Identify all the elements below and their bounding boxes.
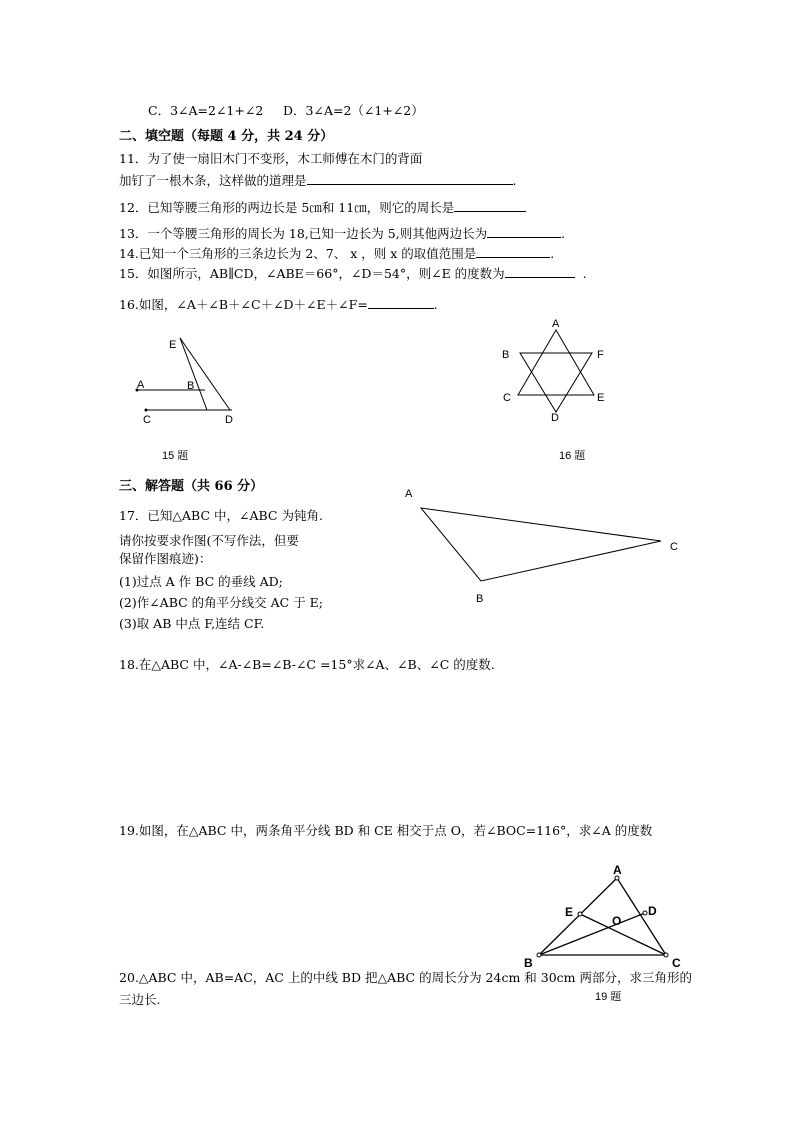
fig19-label-a: A: [613, 863, 622, 877]
question-17-line3: 保留作图痕迹)：: [119, 551, 212, 566]
section2-title: 二、填空题（每题 4 分，共 24 分）: [119, 129, 334, 144]
fig16-label-f: F: [597, 349, 604, 361]
question-17-line6: (3)取 AB 中点 F,连结 CF.: [119, 616, 265, 631]
figure-17: [405, 488, 678, 605]
fig19-label-o: O: [612, 914, 622, 928]
choice-c: C．3∠A=2∠1+∠2: [148, 103, 264, 118]
question-15: 15．如图所示，AB∥CD，∠ABE＝66°，∠D＝54°，则∠E 的度数为 .: [119, 266, 587, 281]
fig19-label-b: B: [524, 956, 533, 970]
fig16-caption: 16 题: [559, 450, 586, 462]
fig16-label-b: B: [502, 349, 510, 361]
question-17-line4: (1)过点 A 作 BC 的垂线 AD;: [119, 574, 283, 589]
question-20-line2: 三边长.: [119, 992, 161, 1007]
fig15-label-c: C: [143, 414, 151, 426]
fig19-label-d: D: [648, 904, 657, 918]
fig15-label-d: D: [225, 414, 233, 426]
question-19: 19.如图，在△ABC 中，两条角平分线 BD 和 CE 相交于点 O，若∠BOC=116°，求∠A 的度数: [119, 823, 653, 838]
fig16-label-e: E: [597, 392, 605, 404]
fig16-label-d: D: [551, 412, 559, 424]
fig16-label-c: C: [503, 392, 511, 404]
question-11-line2: 加钉了一根木条，这样做的道理是 .: [119, 173, 517, 188]
fig15-label-a: A: [137, 379, 145, 391]
figure-15: [136, 338, 234, 462]
question-16: 16.如图，∠A＋∠B＋∠C＋∠D＋∠E＋∠F= .: [119, 297, 438, 312]
question-11-line1: 11．为了使一扇旧木门不变形，木工师傅在木门的背面: [119, 151, 423, 166]
fig19-caption: 19 题: [595, 991, 622, 1003]
question-17-line2: 请你按要求作图(不写作法，但要: [119, 533, 299, 548]
question-12: 12．已知等腰三角形的两边长是 5㎝和 11㎝，则它的周长是: [119, 199, 526, 216]
fig15-label-e: E: [169, 339, 177, 351]
section3-title: 三、解答题（共 66 分）: [119, 479, 264, 494]
fig15-label-b: B: [187, 380, 195, 392]
fig17-label-c: C: [670, 541, 678, 553]
question-17-line1: 17．已知△ABC 中，∠ABC 为钝角.: [119, 508, 323, 523]
choice-d: D．3∠A=2（∠1+∠2）: [283, 103, 424, 118]
fig17-label-a: A: [405, 488, 413, 500]
question-18: 18.在△ABC 中，∠A-∠B=∠B-∠C =15°求∠A、∠B、∠C 的度数.: [119, 657, 495, 672]
fig19-label-e: E: [565, 905, 574, 919]
question-13: 13．一个等腰三角形的周长为 18,已知一边长为 5,则其他两边长为 .: [119, 226, 566, 241]
fig16-label-a: A: [552, 318, 560, 330]
question-20-line1: 20.△ABC 中，AB=AC，AC 上的中线 BD 把△ABC 的周长分为 24cm 和 30cm 两部分，求三角形的: [119, 970, 692, 985]
fig19-label-c: C: [672, 956, 681, 970]
question-17-line5: (2)作∠ABC 的角平分线交 AC 于 E;: [119, 595, 324, 610]
fig15-caption: 15 题: [162, 450, 189, 462]
question-14: 14.已知一个三角形的三条边长为 2、7、 x ，则 x 的取值范围是 .: [119, 246, 555, 261]
fig17-label-b: B: [476, 593, 484, 605]
figure-16: [502, 318, 604, 462]
